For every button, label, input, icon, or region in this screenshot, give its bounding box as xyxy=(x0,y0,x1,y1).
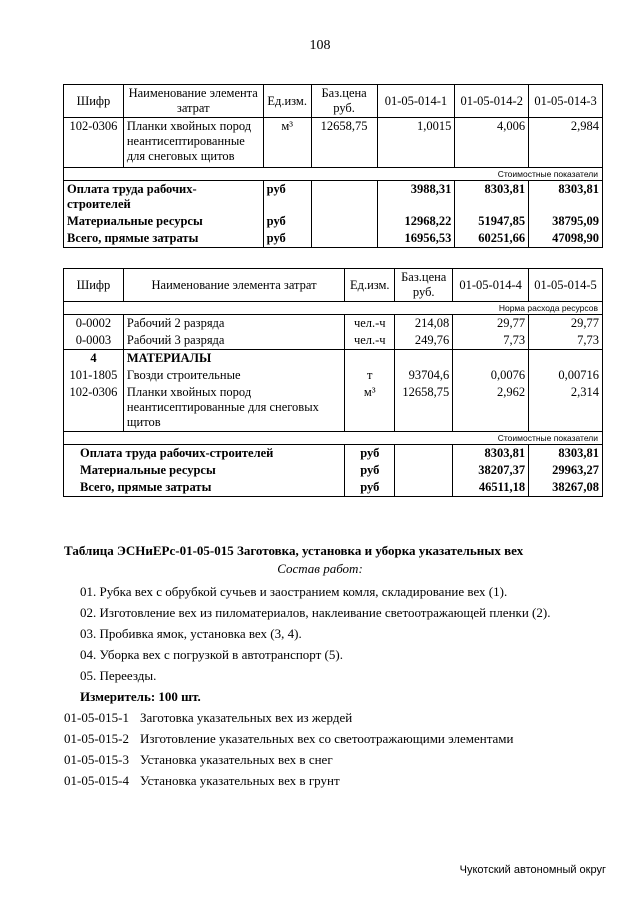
list-item xyxy=(64,731,514,747)
page-number: 108 xyxy=(309,38,331,53)
header-cell: Шифр xyxy=(64,85,124,118)
work-item: 02. Изготовление вех из пиломатериалов, наклеивание светоотражающей пленки (2). xyxy=(80,605,551,620)
item-code: 01-05-015-2 xyxy=(64,731,129,746)
total-unit: руб xyxy=(345,445,395,463)
total-value: 8303,81 xyxy=(529,445,603,463)
table-row xyxy=(64,332,603,350)
row-value: 7,73 xyxy=(529,332,603,350)
row-price: 12658,75 xyxy=(395,384,453,432)
row-value: 2,314 xyxy=(529,384,603,432)
total-unit: руб xyxy=(345,479,395,497)
total-value: 8303,81 xyxy=(455,181,529,214)
total-label: Оплата труда рабочих-строителей xyxy=(64,445,345,463)
header-cell: 01-05-014-4 xyxy=(453,269,529,302)
caption-row xyxy=(64,168,603,181)
row-name: Планки хвойных пород неантисептированные для снеговых щитов xyxy=(123,118,263,168)
row-value: 1,0015 xyxy=(377,118,455,168)
row-value: 2,962 xyxy=(453,384,529,432)
list-item xyxy=(64,773,340,789)
row-unit: м³ xyxy=(345,384,395,432)
total-row xyxy=(64,445,603,463)
work-item: 01. Рубка вех с обрубкой сучьев и заостранием комля, складирование вех (1). xyxy=(80,584,508,599)
row-price: 93704,6 xyxy=(395,367,453,384)
total-value: 38795,09 xyxy=(529,213,603,230)
row-code: 101-1805 xyxy=(64,367,124,384)
row-value: 0,0076 xyxy=(453,367,529,384)
header-cell: Наименование элемента затрат xyxy=(123,269,344,302)
total-label: Материальные ресурсы xyxy=(64,213,264,230)
row-unit: м³ xyxy=(263,118,311,168)
list-item xyxy=(64,710,352,726)
total-unit: руб xyxy=(263,181,311,214)
section-subtitle: Состав работ: xyxy=(277,561,363,576)
row-code: 0-0003 xyxy=(64,332,124,350)
row-value: 29,77 xyxy=(529,315,603,333)
resource-table-2 xyxy=(63,268,603,497)
work-item: 04. Уборка вех с погрузкой в автотранспорт (5). xyxy=(80,647,343,662)
table-row xyxy=(64,350,603,368)
total-value: 38267,08 xyxy=(529,479,603,497)
row-name: Гвозди строительные xyxy=(123,367,344,384)
item-code: 01-05-015-4 xyxy=(64,773,129,788)
header-cell: Баз.цена руб. xyxy=(311,85,377,118)
row-value: 29,77 xyxy=(453,315,529,333)
row-unit: т xyxy=(345,367,395,384)
header-cell: 01-05-014-1 xyxy=(377,85,455,118)
item-text: Заготовка указательных вех из жердей xyxy=(140,710,353,725)
item-code: 01-05-015-3 xyxy=(64,752,129,767)
total-value: 8303,81 xyxy=(453,445,529,463)
total-value: 47098,90 xyxy=(529,230,603,248)
norm-caption: Норма расхода ресурсов xyxy=(64,302,603,315)
total-row xyxy=(64,181,603,214)
meter-label: Измеритель: 100 шт. xyxy=(80,689,201,704)
header-cell: Шифр xyxy=(64,269,124,302)
resource-table-1 xyxy=(63,84,603,248)
footer-region: Чукотский автономный округ xyxy=(459,864,606,876)
total-label: Всего, прямые затраты xyxy=(64,230,264,248)
cost-caption: Стоимостные показатели xyxy=(64,168,603,181)
table-header-row xyxy=(64,85,603,118)
work-item: 03. Пробивка ямок, установка вех (3, 4). xyxy=(80,626,302,641)
work-item: 05. Переезды. xyxy=(80,668,157,683)
cost-caption: Стоимостные показатели xyxy=(64,432,603,445)
total-value: 38207,37 xyxy=(453,462,529,479)
total-value: 16956,53 xyxy=(377,230,455,248)
caption-row xyxy=(64,432,603,445)
row-unit: чел.-ч xyxy=(345,332,395,350)
section-title: Таблица ЭСНиЕРс-01-05-015 Заготовка, установка и уборка указательных вех xyxy=(64,543,524,558)
table-header-row xyxy=(64,269,603,302)
row-price: 12658,75 xyxy=(311,118,377,168)
row-name: Планки хвойных пород неантисептированные для снеговых щитов xyxy=(123,384,344,432)
header-cell: Ед.изм. xyxy=(345,269,395,302)
total-row xyxy=(64,213,603,230)
item-code: 01-05-015-1 xyxy=(64,710,129,725)
row-price: 214,08 xyxy=(395,315,453,333)
total-row xyxy=(64,462,603,479)
total-unit: руб xyxy=(263,230,311,248)
item-text: Установка указательных вех в снег xyxy=(140,752,333,767)
row-value: 7,73 xyxy=(453,332,529,350)
row-price: 249,76 xyxy=(395,332,453,350)
table-row xyxy=(64,367,603,384)
row-unit: чел.-ч xyxy=(345,315,395,333)
total-value: 12968,22 xyxy=(377,213,455,230)
header-cell: Баз.цена руб. xyxy=(395,269,453,302)
row-code: 102-0306 xyxy=(64,384,124,432)
row-value: 2,984 xyxy=(529,118,603,168)
total-label: Материальные ресурсы xyxy=(64,462,345,479)
header-cell: 01-05-014-2 xyxy=(455,85,529,118)
row-code: 0-0002 xyxy=(64,315,124,333)
item-text: Установка указательных вех в грунт xyxy=(140,773,340,788)
row-name: МАТЕРИАЛЫ xyxy=(123,350,344,368)
item-text: Изготовление указательных вех со светоотражающими элементами xyxy=(140,731,514,746)
total-unit: руб xyxy=(345,462,395,479)
table-row xyxy=(64,118,603,168)
total-value: 29963,27 xyxy=(529,462,603,479)
total-value: 8303,81 xyxy=(529,181,603,214)
row-value: 0,00716 xyxy=(529,367,603,384)
header-cell: 01-05-014-3 xyxy=(529,85,603,118)
total-value: 46511,18 xyxy=(453,479,529,497)
total-value: 3988,31 xyxy=(377,181,455,214)
total-label: Оплата труда рабочих-строителей xyxy=(64,181,264,214)
total-label: Всего, прямые затраты xyxy=(64,479,345,497)
total-row xyxy=(64,479,603,497)
list-item xyxy=(64,752,333,768)
row-name: Рабочий 2 разряда xyxy=(123,315,344,333)
total-row xyxy=(64,230,603,248)
table-row xyxy=(64,384,603,432)
total-value: 60251,66 xyxy=(455,230,529,248)
header-cell: Наименование элемента затрат xyxy=(123,85,263,118)
row-name: Рабочий 3 разряда xyxy=(123,332,344,350)
total-unit: руб xyxy=(263,213,311,230)
row-value: 4,006 xyxy=(455,118,529,168)
header-cell: 01-05-014-5 xyxy=(529,269,603,302)
caption-row xyxy=(64,302,603,315)
header-cell: Ед.изм. xyxy=(263,85,311,118)
row-code: 4 xyxy=(64,350,124,368)
table-row xyxy=(64,315,603,333)
total-value: 51947,85 xyxy=(455,213,529,230)
row-code: 102-0306 xyxy=(64,118,124,168)
